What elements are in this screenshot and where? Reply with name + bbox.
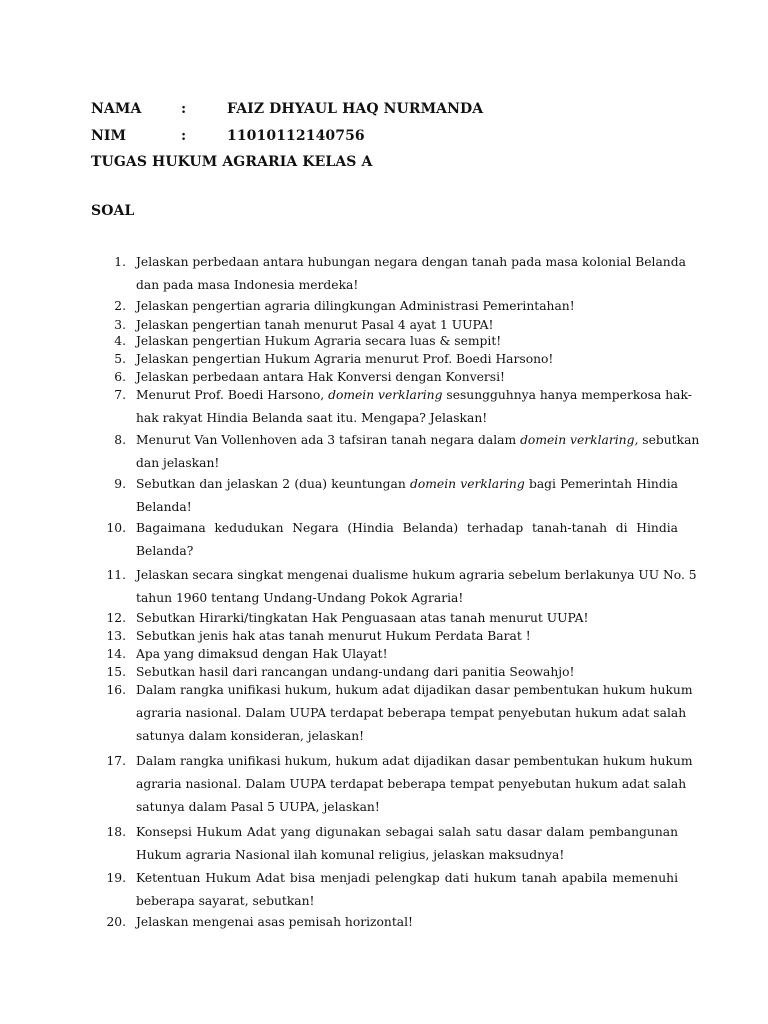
question-text: Sebutkan Hirarki/tingkatan Hak Penguasaan atas tanah menurut UUPA! xyxy=(136,611,589,625)
question-text: Sebutkan jenis hak atas tanah menurut Hukum Perdata Barat ! xyxy=(136,629,531,643)
italic-term: domein verklaring xyxy=(328,388,443,402)
question-number: 12. xyxy=(106,611,126,625)
question-text: Apa yang dimaksud dengan Hak Ulayat! xyxy=(136,647,388,661)
name-label: NAMA xyxy=(91,101,142,117)
italic-term: domein verklaring, xyxy=(520,433,639,447)
question-text: Jelaskan mengenai asas pemisah horizontal! xyxy=(136,915,413,929)
nim-value: 11010112140756 xyxy=(227,128,365,144)
question-number: 10. xyxy=(106,521,126,535)
question-text: Jelaskan pengertian Hukum Agraria secara luas & sempit! xyxy=(136,334,502,348)
name-row xyxy=(91,101,484,117)
question-text-cont: satunya dalam Pasal 5 UUPA, jelaskan! xyxy=(136,800,380,814)
question-text: Konsepsi Hukum Adat yang digunakan sebagai salah satu dasar dalam pembangunan xyxy=(136,825,678,839)
question-text-cont: Hukum agraria Nasional ilah komunal religius, jelaskan maksudnya! xyxy=(136,848,565,862)
question-number: 11. xyxy=(106,568,126,582)
question-text-cont: dan pada masa Indonesia merdeka! xyxy=(136,278,359,292)
question-text-cont: agraria nasional. Dalam UUPA terdapat beberapa tempat penyebutan hukum adat salah xyxy=(136,706,687,720)
question-text-cont: agraria nasional. Dalam UUPA terdapat beberapa tempat penyebutan hukum adat salah xyxy=(136,777,687,791)
name-colon: : xyxy=(181,101,187,117)
assignment-title: TUGAS HUKUM AGRARIA KELAS A xyxy=(91,154,373,170)
question-text: Sebutkan dan jelaskan 2 (dua) keuntungan domein verklaring bagi Pemerintah Hindia xyxy=(136,477,678,491)
question-text: Jelaskan perbedaan antara hubungan negara dengan tanah pada masa kolonial Belanda xyxy=(136,255,686,269)
nim-label: NIM xyxy=(91,128,127,144)
question-text: Jelaskan perbedaan antara Hak Konversi dengan Konversi! xyxy=(136,370,505,384)
section-heading: SOAL xyxy=(91,203,135,219)
question-text-cont: satunya dalam konsideran, jelaskan! xyxy=(136,729,365,743)
italic-term: domein verklaring xyxy=(410,477,525,491)
question-number: 6. xyxy=(114,370,126,384)
question-number: 13. xyxy=(106,629,126,643)
question-number: 4. xyxy=(114,334,126,348)
question-text: Ketentuan Hukum Adat bisa menjadi pelengkap dati hukum tanah apabila memenuhi xyxy=(136,871,678,885)
question-text-cont: Belanda? xyxy=(136,544,194,558)
question-number: 16. xyxy=(106,683,126,697)
question-text: Jelaskan pengertian agraria dilingkungan Administrasi Pemerintahan! xyxy=(136,299,575,313)
question-number: 8. xyxy=(114,433,126,447)
question-text: Jelaskan pengertian Hukum Agraria menurut Prof. Boedi Harsono! xyxy=(136,352,554,366)
question-text: Sebutkan hasil dari rancangan undang-undang dari panitia Seowahjo! xyxy=(136,665,575,679)
question-text: Dalam rangka unifikasi hukum, hukum adat dijadikan dasar pembentukan hukum hukum xyxy=(136,754,693,768)
question-text: Jelaskan pengertian tanah menurut Pasal 4 ayat 1 UUPA! xyxy=(136,318,494,332)
nim-row xyxy=(91,128,365,144)
question-text-cont: hak rakyat Hindia Belanda saat itu. Mengapa? Jelaskan! xyxy=(136,411,488,425)
question-number: 18. xyxy=(106,825,126,839)
question-number: 19. xyxy=(106,871,126,885)
question-number: 2. xyxy=(114,299,126,313)
question-number: 5. xyxy=(114,352,126,366)
question-text-cont: Belanda! xyxy=(136,500,192,514)
name-value: FAIZ DHYAUL HAQ NURMANDA xyxy=(227,101,484,117)
question-number: 15. xyxy=(106,665,126,679)
question-number: 9. xyxy=(114,477,126,491)
question-text: Bagaimana kedudukan Negara (Hindia Belanda) terhadap tanah-tanah di Hindia xyxy=(136,521,678,535)
question-number: 17. xyxy=(106,754,126,768)
question-text: Menurut Van Vollenhoven ada 3 tafsiran tanah negara dalam domein verklaring, sebutkan xyxy=(136,433,700,447)
question-number: 7. xyxy=(114,388,126,402)
question-number: 1. xyxy=(114,255,126,269)
question-text-cont: beberapa sayarat, sebutkan! xyxy=(136,894,315,908)
nim-colon: : xyxy=(181,128,187,144)
question-number: 14. xyxy=(106,647,126,661)
question-text: Menurut Prof. Boedi Harsono, domein verklaring sesungguhnya hanya memperkosa hak- xyxy=(136,388,692,402)
question-text: Dalam rangka unifikasi hukum, hukum adat dijadikan dasar pembentukan hukum hukum xyxy=(136,683,693,697)
question-text-cont: dan jelaskan! xyxy=(136,456,220,470)
question-number: 20. xyxy=(106,915,126,929)
question-text: Jelaskan secara singkat mengenai dualisme hukum agraria sebelum berlakunya UU No. 5 xyxy=(136,568,697,582)
question-number: 3. xyxy=(114,318,126,332)
question-text-cont: tahun 1960 tentang Undang-Undang Pokok Agraria! xyxy=(136,591,464,605)
